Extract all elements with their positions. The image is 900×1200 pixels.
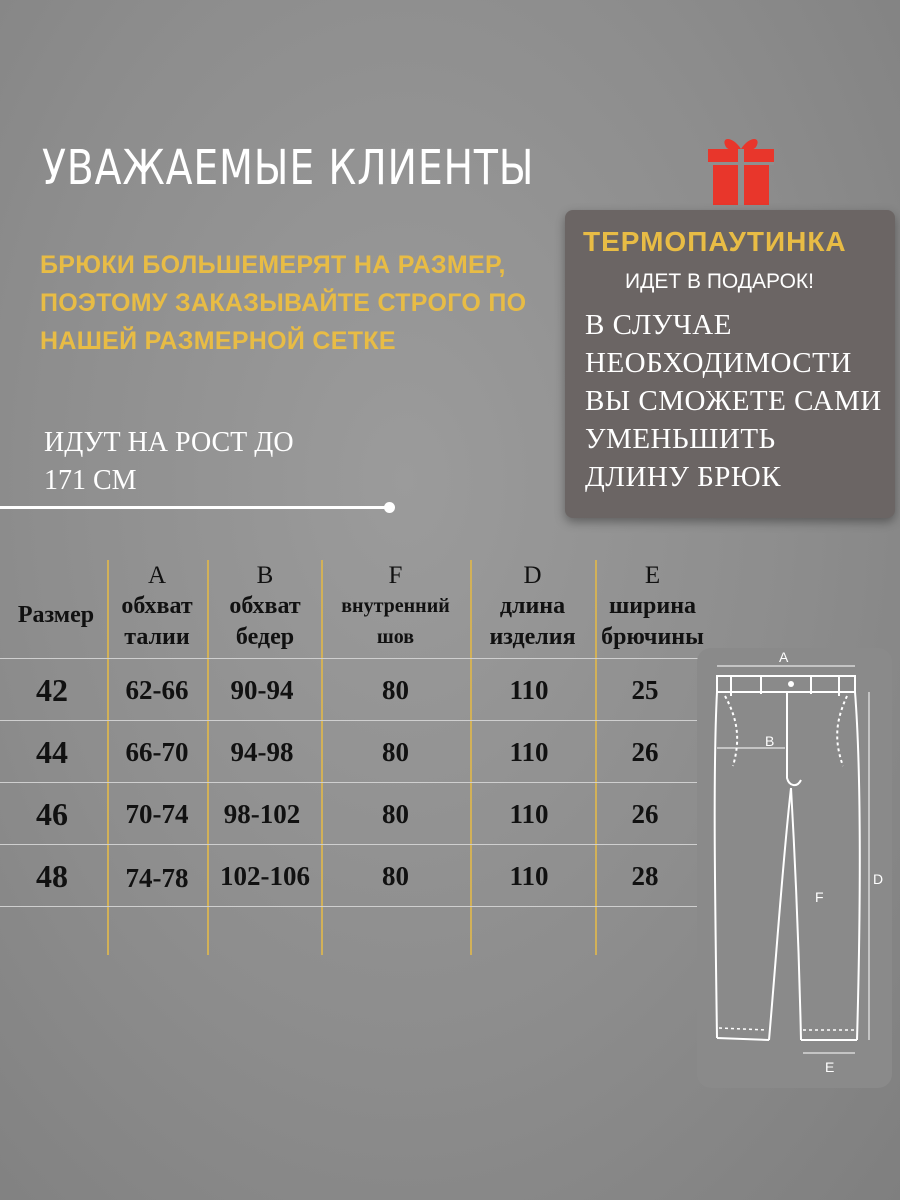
table-cell: 94-98	[230, 737, 294, 767]
diagram-label-e: E	[825, 1059, 835, 1075]
warning-line-3: НАШЕЙ РАЗМЕРНОЙ СЕТКЕ	[40, 327, 396, 355]
column-header-hips	[207, 560, 323, 653]
table-cell: 80	[382, 675, 409, 705]
column-label-line2: талии	[124, 624, 190, 650]
table-cell: 26	[631, 799, 659, 829]
promo-line-5: ДЛИНУ БРЮК	[585, 461, 782, 493]
column-letter: A	[147, 562, 167, 589]
column-label-line2: бедер	[235, 624, 295, 650]
size-table	[0, 560, 710, 960]
promo-line-2: НЕОБХОДИМОСТИ	[585, 347, 852, 379]
column-letter: E	[644, 562, 661, 589]
page-title: УВАЖАЕМЫЕ КЛИЕНТЫ	[42, 140, 535, 196]
table-cell: 70-74	[125, 799, 189, 829]
table-cell: 110	[509, 675, 549, 705]
promo-line-1: В СЛУЧАЕ	[585, 309, 732, 341]
table-cell: 74-78	[125, 863, 189, 893]
column-label-line2: изделия	[489, 624, 576, 650]
table-cell: 25	[631, 675, 659, 705]
table-cell-size: 42	[36, 672, 68, 708]
table-hline	[0, 906, 705, 907]
table-cell-size: 48	[36, 858, 68, 894]
table-cell: 110	[509, 737, 549, 767]
column-label-line2: шов	[376, 626, 415, 648]
height-note	[44, 424, 294, 500]
pants-diagram-icon	[697, 648, 892, 1088]
column-header-inseam	[321, 560, 470, 653]
height-note-line-2: 171 СМ	[44, 465, 137, 496]
warning-line-1: БРЮКИ БОЛЬШЕМЕРЯТ НА РАЗМЕР,	[40, 251, 506, 279]
divider-dot	[384, 502, 395, 513]
column-header-width	[595, 560, 710, 653]
table-cell: 80	[382, 799, 409, 829]
column-letter: B	[256, 562, 274, 589]
column-label-line1: обхват	[121, 593, 193, 619]
promo-line-4: УМЕНЬШИТЬ	[585, 423, 776, 455]
table-cell: 110	[509, 799, 549, 829]
table-cell-size: 44	[36, 734, 68, 770]
table-cell-size: 46	[36, 796, 68, 832]
table-cell: 80	[382, 737, 409, 767]
column-label-line1: внутренний	[341, 595, 450, 617]
size-warning	[40, 246, 600, 360]
diagram-label-a: A	[779, 649, 789, 665]
column-letter: F	[388, 562, 403, 589]
promo-title: ТЕРМОПАУТИНКА	[583, 226, 847, 257]
table-hline	[0, 782, 705, 783]
promo-subtitle: ИДЕТ В ПОДАРОК!	[625, 270, 814, 293]
promo-card	[565, 210, 895, 518]
table-hline	[0, 658, 705, 659]
table-cell: 28	[631, 861, 659, 891]
table-cell: 102-106	[220, 861, 310, 891]
warning-line-2: ПОЭТОМУ ЗАКАЗЫВАЙТЕ СТРОГО ПО	[40, 289, 527, 317]
column-header-length	[470, 560, 595, 653]
gift-icon	[706, 133, 776, 207]
table-cell: 66-70	[125, 737, 189, 767]
divider	[0, 506, 390, 509]
promo-line-3: ВЫ СМОЖЕТЕ САМИ	[585, 385, 882, 417]
size-header: Размер	[17, 602, 95, 628]
column-header-waist	[107, 560, 207, 653]
table-cell: 110	[509, 861, 549, 891]
column-letter: D	[523, 562, 542, 589]
diagram-label-b: B	[765, 733, 775, 749]
table-cell: 26	[631, 737, 659, 767]
table-cell: 62-66	[125, 675, 189, 705]
column-label-line1: ширина	[608, 593, 697, 619]
promo-text	[585, 306, 882, 496]
table-cell: 80	[382, 861, 409, 891]
table-hline	[0, 844, 705, 845]
column-label-line1: обхват	[229, 593, 301, 619]
height-note-line-1: ИДУТ НА РОСТ ДО	[44, 427, 294, 458]
column-label-line2: брючины	[601, 624, 704, 650]
table-cell: 90-94	[230, 675, 294, 705]
table-hline	[0, 720, 705, 721]
diagram-label-f: F	[815, 889, 824, 905]
diagram-label-d: D	[873, 871, 884, 887]
table-cell: 98-102	[223, 799, 301, 829]
column-label-line1: длина	[499, 593, 566, 619]
